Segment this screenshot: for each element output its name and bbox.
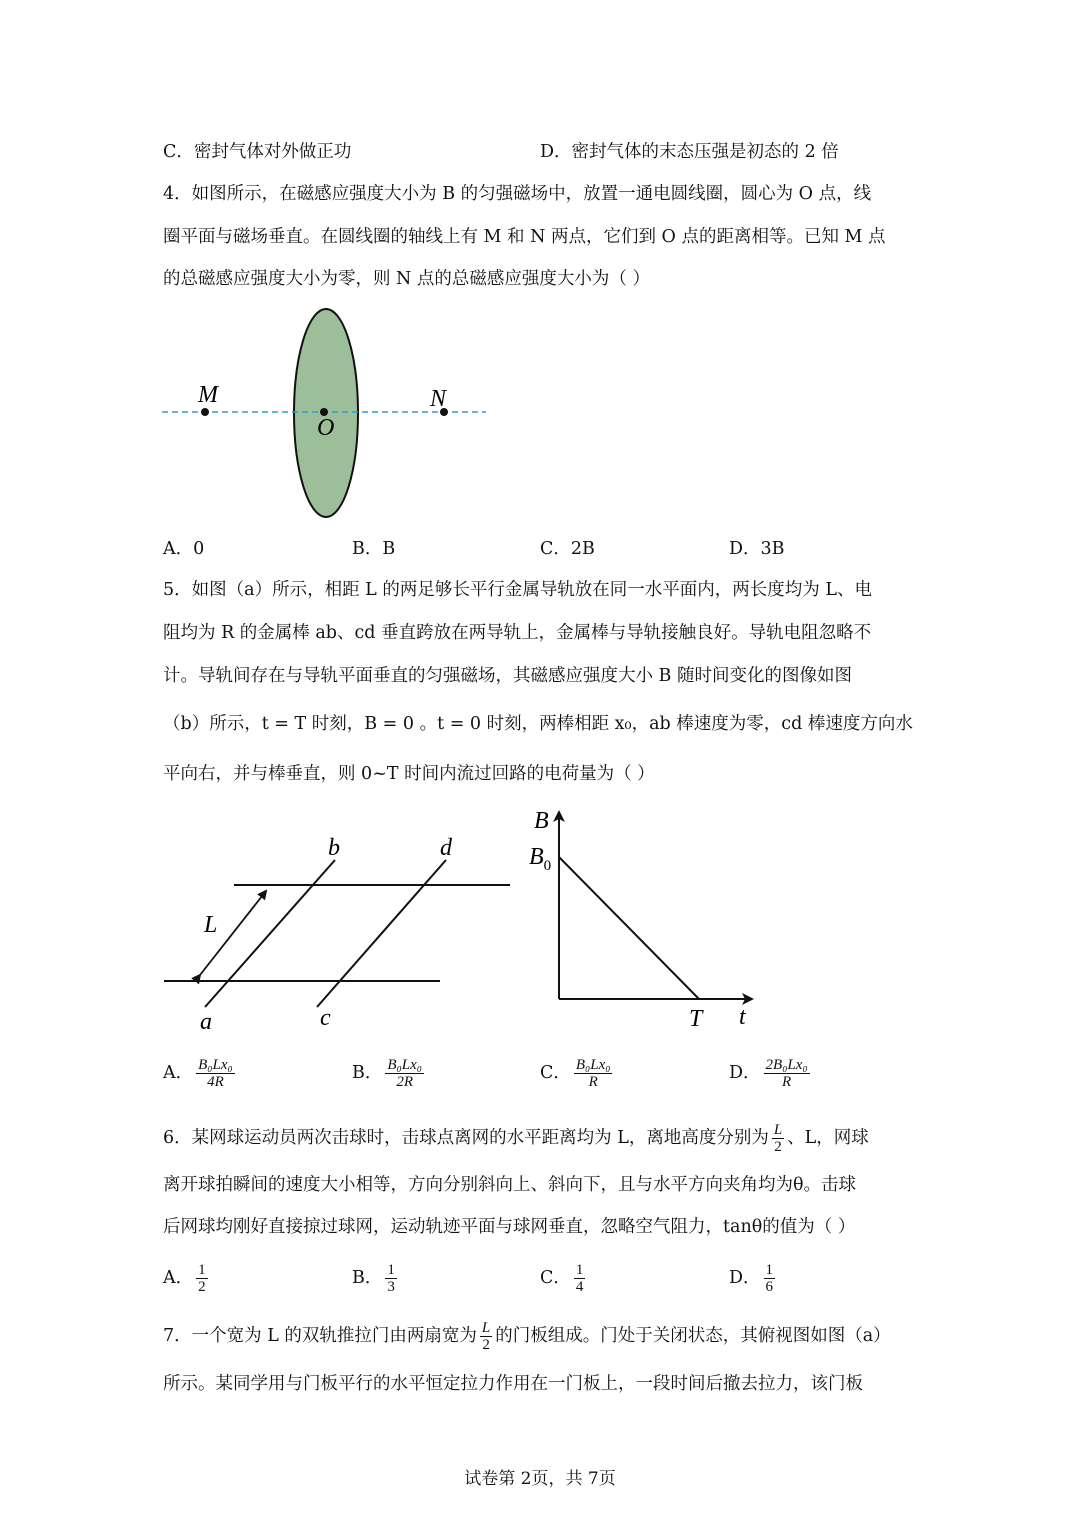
q3-option-c: C．密封气体对外做正功 — [163, 142, 352, 162]
q5-option-a: A． $\frac{\text{B₀Lx₀}}{4R}$ — [163, 1057, 233, 1090]
axis-label-b: B — [534, 808, 549, 834]
q5-figure-a — [150, 825, 530, 1040]
axis-label-t: t — [739, 1004, 746, 1030]
label-b0: $B_0$ — [529, 844, 552, 874]
label-b: b — [328, 835, 340, 861]
label-l: L — [204, 912, 218, 938]
q5-option-d: D． $\frac{\text{2B₀Lx₀}}{R}$ — [729, 1057, 808, 1090]
q6-option-c: C． $\frac{1}{4}$ — [540, 1262, 584, 1295]
q6-option-b: B． $\frac{1}{3}$ — [352, 1262, 395, 1295]
q4-option-a: A．0 — [163, 539, 205, 559]
label-d: d — [440, 835, 452, 861]
q7-text-line2: 所示。某同学用与门板平行的水平恒定拉力作用在一门板上，一段时间后撤去拉力，该门板 — [163, 1374, 863, 1394]
q4-option-d: D．3B — [729, 539, 785, 559]
rod-ab — [205, 860, 335, 1007]
point-m — [201, 408, 209, 416]
q4-option-b: B．B — [352, 539, 396, 559]
q5-text-line4: （b）所示，t = T 时刻，B = 0 。t = 0 时刻，两棒相距 x₀，ab 棒速度为零，cd 棒速度方向水 — [163, 714, 913, 734]
q5-figure-b — [520, 800, 790, 1040]
label-c: c — [320, 1005, 331, 1031]
q5-text-line5: 平向右，并与棒垂直，则 0~T 时间内流过回路的电荷量为（ ） — [163, 764, 655, 784]
label-t-cap: T — [689, 1006, 703, 1032]
q5-text-line3: 计。导轨间存在与导轨平面垂直的匀强磁场，其磁感应强度大小 B 随时间变化的图像如图 — [163, 666, 852, 686]
b-decay-line — [559, 857, 699, 999]
q4-text-line3: 的总磁感应强度大小为零，则 N 点的总磁感应强度大小为（ ） — [163, 269, 650, 289]
q5-text-line2: 阻均为 R 的金属棒 ab、cd 垂直跨放在两导轨上，金属棒与导轨接触良好。导轨电阻忽略不 — [163, 623, 872, 643]
q3-option-d: D．密封气体的末态压强是初态的 2 倍 — [540, 142, 839, 162]
q4-text-line2: 圈平面与磁场垂直。在圆线圈的轴线上有 M 和 N 两点，它们到 O 点的距离相等。已知 M 点 — [163, 227, 886, 247]
page-footer: 试卷第 2页，共 7页 — [464, 1469, 616, 1489]
q5-text-line1: 5．如图（a）所示，相距 L 的两足够长平行金属导轨放在同一水平面内，两长度均为 L、电 — [163, 580, 872, 600]
q4-text-line1: 4．如图所示，在磁感应强度大小为 B 的匀强磁场中，放置一通电圆线圈，圆心为 O 点，线 — [163, 184, 872, 204]
label-n: N — [430, 386, 447, 412]
q6-option-a: A． $\frac{1}{2}$ — [163, 1262, 206, 1295]
q6-text-line1: 6．某网球运动员两次击球时，击球点离网的水平距离均为 L，离地高度分别为 $\frac{L}{2}$ 、L，网球 — [163, 1122, 869, 1155]
q5-option-c: C． $\frac{\text{B₀Lx₀}}{R}$ — [540, 1057, 611, 1090]
label-a: a — [200, 1009, 212, 1035]
q4-coil-figure — [150, 300, 510, 530]
q5-option-b: B． $\frac{\text{B₀Lx₀}}{2R}$ — [352, 1057, 422, 1090]
rod-cd — [317, 860, 446, 1007]
q6-text-line3: 后网球均刚好直接掠过球网，运动轨迹平面与球网垂直，忽略空气阻力，tanθ的值为（ ） — [163, 1217, 856, 1237]
q4-option-c: C．2B — [540, 539, 595, 559]
q7-text-line1: 7．一个宽为 L 的双轨推拉门由两扇宽为 $\frac{L}{2}$ 的门板组成。门处于关闭状态，其俯视图如图（a） — [163, 1320, 891, 1353]
q6-text-line2: 离开球拍瞬间的速度大小相等，方向分别斜向上、斜向下，且与水平方向夹角均为θ。击球 — [163, 1175, 857, 1195]
q6-option-d: D． $\frac{1}{6}$ — [729, 1262, 774, 1295]
label-o: O — [317, 415, 335, 441]
label-m: M — [198, 382, 218, 408]
